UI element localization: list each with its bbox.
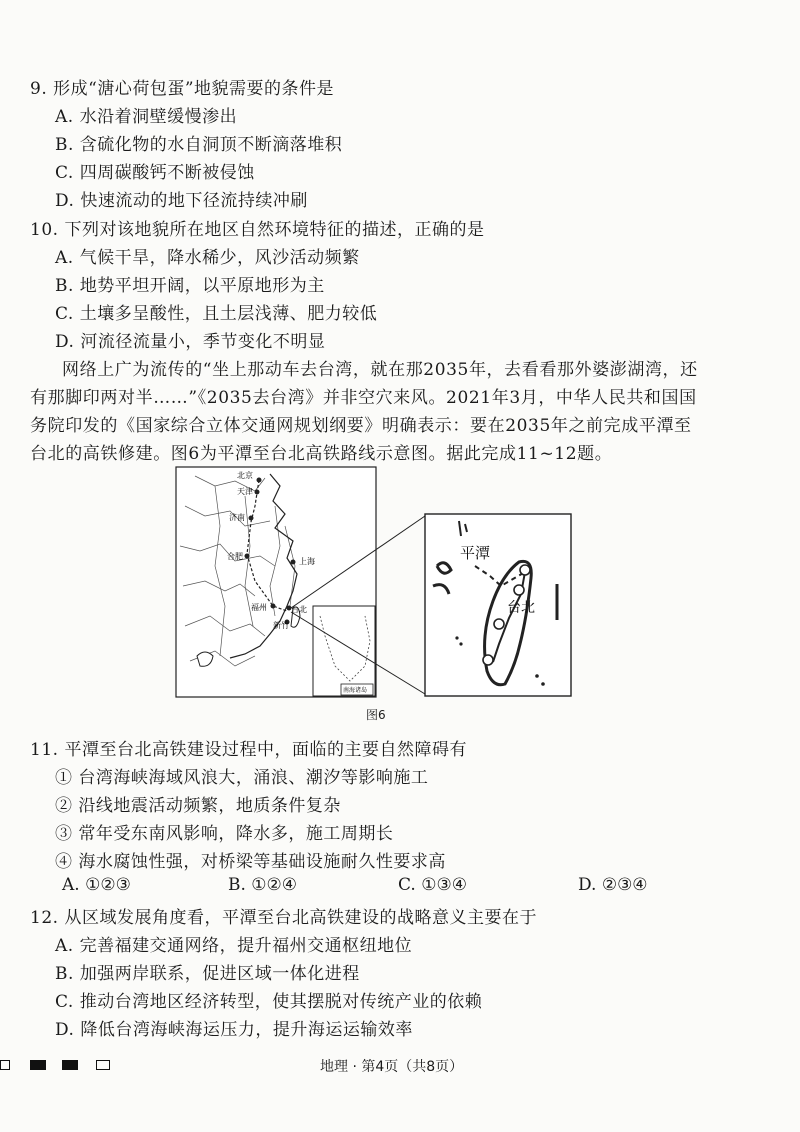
q9-option-d: D. 快速流动的地下径流持续冲刷 [55, 191, 308, 211]
label-xinzhu: 新竹 [273, 621, 289, 630]
label-tianjin: 天津 [237, 487, 253, 496]
q9-option-c: C. 四周碳酸钙不断被侵蚀 [55, 163, 255, 183]
q11-choice-a: A. ①②③ [62, 875, 131, 895]
q11-choice-b: B. ①②④ [228, 875, 298, 895]
q12-option-b: B. 加强两岸联系，促进区域一体化进程 [55, 964, 360, 984]
passage-line-3: 务院印发的《国家综合立体交通网规划纲要》明确表示：要在2035年之前完成平潭至 [30, 416, 692, 436]
q11-item-4: ④ 海水腐蚀性强，对桥梁等基础设施耐久性要求高 [55, 852, 446, 872]
label-pingtan: 平潭 [460, 544, 491, 562]
q11-title: 11. 平潭至台北高铁建设过程中，面临的主要自然障碍有 [30, 740, 467, 760]
q11-item-3: ③ 常年受东南风影响，降水多，施工周期长 [55, 824, 394, 844]
q11-item-1: ① 台湾海峡海域风浪大，涌浪、潮汐等影响施工 [55, 768, 429, 788]
page-footer [0, 1056, 800, 1076]
q12-title: 12. 从区域发展角度看，平潭至台北高铁建设的战略意义主要在于 [30, 908, 537, 928]
q10-option-d: D. 河流径流量小，季节变化不明显 [55, 332, 326, 352]
q9-title: 9. 形成“溏心荷包蛋”地貌需要的条件是 [30, 79, 335, 99]
figure-6-map [175, 466, 575, 706]
figure-caption: 图6 [366, 708, 386, 722]
passage-line-1: 网络上广为流传的“坐上那动车去台湾，就在那2035年，去看看那外婆澎湖湾，还 [62, 360, 698, 380]
q12-option-d: D. 降低台湾海峡海运压力，提升海运运输效率 [55, 1020, 413, 1040]
q10-option-c: C. 土壤多呈酸性，且土层浅薄、肥力较低 [55, 304, 378, 324]
route-map-svg [175, 466, 575, 706]
q10-option-a: A. 气候干旱，降水稀少，风沙活动频繁 [55, 248, 360, 268]
label-shanghai: 上海 [299, 557, 315, 566]
label-south-sea: 南海诸岛 [343, 687, 368, 694]
q10-title: 10. 下列对该地貌所在地区自然环境特征的描述，正确的是 [30, 220, 485, 240]
footer-mark-hollow-2 [96, 1060, 110, 1070]
label-beijing: 北京 [237, 471, 253, 480]
footer-mark-solid-2 [62, 1060, 78, 1070]
label-hefei: 合肥 [227, 552, 243, 561]
label-fuzhou: 福州 [251, 603, 267, 612]
label-taibei: 台北 [507, 600, 535, 616]
q9-option-b: B. 含硫化物的水自洞顶不断滴落堆积 [55, 135, 343, 155]
label-jinan: 济南 [229, 513, 245, 522]
q10-option-b: B. 地势平坦开阔，以平原地形为主 [55, 276, 325, 296]
passage-line-4: 台北的高铁修建。图6为平潭至台北高铁路线示意图。据此完成11~12题。 [30, 444, 613, 464]
q11-choice-c: C. ①③④ [398, 875, 467, 895]
passage-line-2: 有那脚印两对半……”《2035去台湾》并非空穴来风。2021年3月，中华人民共和国国 [30, 388, 697, 408]
footer-mark-solid-1 [30, 1060, 46, 1070]
label-taibei-small: 台北 [291, 605, 307, 614]
q12-option-a: A. 完善福建交通网络，提升福州交通枢纽地位 [55, 936, 413, 956]
q11-item-2: ② 沿线地震活动频繁，地质条件复杂 [55, 796, 341, 816]
footer-mark-hollow-1 [0, 1060, 10, 1070]
q12-option-c: C. 推动台湾地区经济转型，使其摆脱对传统产业的依赖 [55, 992, 483, 1012]
south-sea-inset [313, 606, 375, 696]
q11-choice-d: D. ②③④ [578, 875, 648, 895]
q9-option-a: A. 水沿着洞壁缓慢渗出 [55, 107, 238, 127]
page-number: 地理 · 第4页（共8页） [320, 1059, 464, 1075]
